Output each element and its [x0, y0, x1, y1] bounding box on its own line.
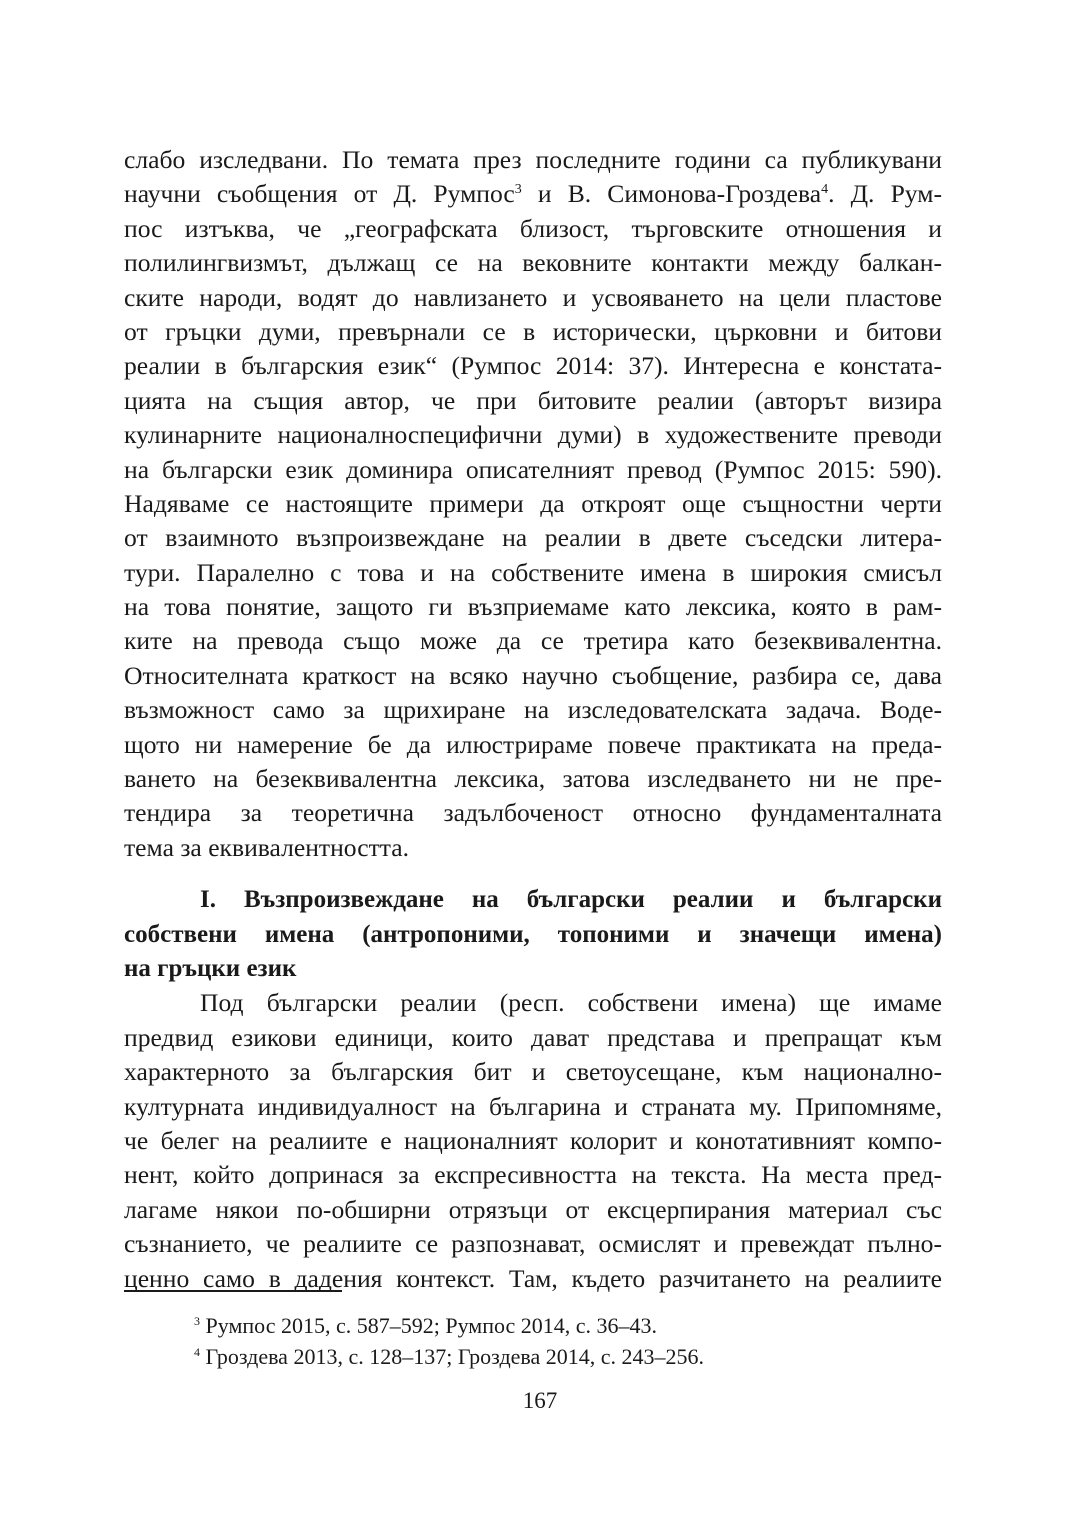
footnote-mark: 4 — [194, 1345, 200, 1359]
text-line-with-footnote-refs — [124, 177, 942, 211]
paragraph-section-body — [124, 986, 942, 1296]
text-line: слабо изследвани. По темата през последните години са публикувани — [124, 145, 942, 174]
text-line: пос изтъква, че „географската близост, търговските отношения и — [124, 213, 942, 243]
paragraph-intro — [124, 143, 942, 865]
text-line: цията на същия автор, че при битовите реалии (авторът визира — [124, 385, 942, 415]
text-line: полилингвизмът, дължащ се на вековните контакти между балкан- — [124, 248, 942, 278]
text-line: възможност само за щрихиране на изследователската задача. Воде- — [124, 695, 942, 725]
text-line: щото ни намерение бе да илюстрираме повече практиката на преда- — [124, 729, 942, 759]
text-line: ването на безеквивалентна лексика, затова изследването ни не пре- — [124, 764, 942, 794]
text-run: научни съобщения от Д. Румпос — [124, 179, 515, 209]
footnote-3 — [194, 1310, 894, 1341]
section-heading — [124, 883, 942, 986]
text-line: от гръцки думи, превърнали се в исторически, църковни и битови — [124, 316, 942, 346]
text-line: характерното за българския бит и светоусещане, към национално- — [124, 1057, 942, 1087]
text-line: предвид езикови единици, които дават представа и препращат към — [124, 1022, 942, 1052]
text-line: от взаимното възпроизвеждане на реалии в двете съседски литера- — [124, 523, 942, 553]
heading-line: на гръцки език — [124, 954, 297, 982]
page-body — [124, 143, 942, 1296]
text-line: тендира за теоретична задълбоченост относно фундаменталната — [124, 798, 942, 828]
footnote-4 — [194, 1341, 894, 1372]
text-line: съзнанието, че реалиите се разпознават, осмислят и превеждат пълно- — [124, 1229, 942, 1259]
footnotes — [194, 1310, 894, 1372]
heading-line: I. Възпроизвеждане на български реалии и български — [200, 886, 942, 914]
text-line: кулинарните националноспецифични думи) в художествените преводи — [124, 420, 942, 450]
text-line: Относителната краткост на всяко научно съобщение, разбира се, дава — [124, 660, 942, 690]
text-line: тури. Паралелно с това и на собствените имена в широкия смисъл — [124, 557, 942, 587]
footnote-ref-3[interactable]: 3 — [514, 182, 522, 198]
text-run: . Д. Рум- — [828, 179, 942, 209]
text-line: реалии в българския език“ (Румпос 2014: 37). Интересна е констата- — [124, 351, 942, 381]
footnote-text: Румпос 2015, с. 587–592; Румпос 2014, с. 36–43. — [205, 1313, 658, 1338]
footnote-mark: 3 — [194, 1314, 200, 1328]
footnote-ref-4[interactable]: 4 — [821, 182, 829, 198]
heading-line: собствени имена (антропоними, топоними и значещи имена) — [124, 920, 942, 948]
text-line: тема за еквивалентността. — [124, 832, 410, 862]
text-line: Под български реалии (респ. собствени имена) ще имаме — [200, 988, 942, 1018]
text-line: културната индивидуалност на българина и страната му. Припомняме, — [124, 1091, 942, 1121]
text-line: че белег на реалиите е националният колорит и конотативният компо- — [124, 1125, 942, 1155]
text-line: нент, който допринася за експресивността на текста. На места пред- — [124, 1160, 942, 1190]
text-run: и В. Симонова-Гроздева — [521, 179, 822, 209]
footnote-text: Гроздева 2013, с. 128–137; Гроздева 2014, с. 243–256. — [205, 1344, 705, 1369]
text-line: ките на превода също може да се третира като безеквивалентна. — [124, 626, 942, 656]
page-number: 167 — [522, 1388, 558, 1413]
text-line: на това понятие, защото ги възприемаме като лексика, която в рам- — [124, 592, 942, 622]
text-line: на български език доминира описателният превод (Румпос 2015: 590). — [124, 454, 942, 484]
text-line: Надяваме се настоящите примери да откроят още същностни черти — [124, 488, 942, 518]
footnote-separator — [124, 1290, 342, 1292]
text-line: ските народи, водят до навлизането и усвояването на цели пластове — [124, 282, 942, 312]
text-line: лагаме някои по-обширни отрязъци от ексцерпирания материал със — [124, 1194, 942, 1224]
text-line: ценно само в дадения контекст. Там, където разчитането на реалиите — [124, 1263, 942, 1293]
